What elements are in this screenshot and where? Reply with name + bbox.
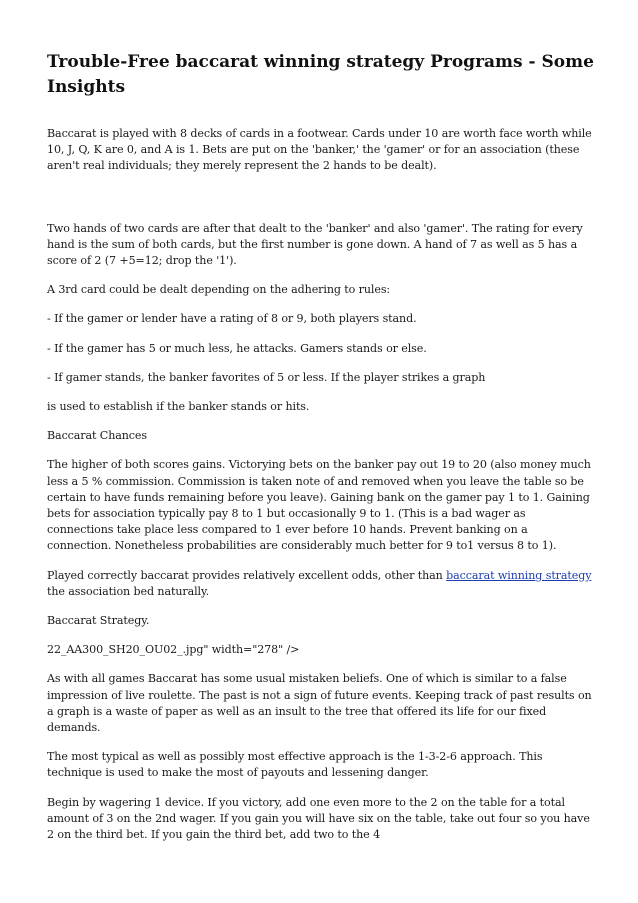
paragraph-heading-chances: Baccarat Chances	[47, 429, 147, 443]
paragraph-odds	[47, 568, 595, 600]
paragraph-scores: The higher of both scores gains. Victorying bets on the banker pay out 19 to 20 (also money much less a 5 % commission. Commission is taken note of and removed when you leave the table so be certain to have funds remaining before you leave). Gaining bank on the gamer pay 1 to 1. Gaining bets for association typically pay 8 to 1 but occasionally 9 to 1. (This is a bad wager as connections take place less compared to 1 ever before 10 hands. Prevent banking on a connection. Nonetheless probabilities are considerably much better for 9 to1 versus 8 to 1).	[47, 458, 591, 553]
paragraph-1326-approach: The most typical as well as possibly most effective approach is the 1-3-2-6 approach. This technique is used to make the most of payouts and lessening danger.	[47, 750, 543, 780]
document-title: Trouble-Free baccarat winning strategy Programs - Some Insights	[47, 52, 594, 97]
paragraph-rule-1: - If the gamer or lender have a rating of 8 or 9, both players stand.	[47, 312, 417, 326]
paragraph-rule-3-cont: is used to establish if the banker stands or hits.	[47, 400, 310, 414]
baccarat-strategy-link[interactable]: baccarat winning strategy	[446, 568, 592, 582]
document-page	[47, 50, 595, 856]
paragraph-wagering: Begin by wagering 1 device. If you victory, add one even more to the 2 on the table for a total amount of 3 on the 2nd wager. If you gain you will have six on the table, take out four so you have 2 on the third bet. If you gain the third bet, add two to the 4	[47, 795, 590, 842]
paragraph-misconceptions: As with all games Baccarat has some usual mistaken beliefs. One of which is similar to a false impression of live roulette. The past is not a sign of future events. Keeping track of past results on a graph is a waste of paper as well as an insult to the tree that offered its life for our fixed demands.	[47, 672, 592, 735]
paragraph-hands: Two hands of two cards are after that dealt to the 'banker' and also 'gamer'. The rating for every hand is the sum of both cards, but the first number is gone down. A hand of 7 as well as 5 has a score of 2 (7 +5=12; drop the '1').	[47, 221, 583, 268]
paragraph-rule-3: - If gamer stands, the banker favorites of 5 or less. If the player strikes a graph	[47, 370, 486, 384]
paragraph-broken-image-markup: 22_AA300_SH20_OU02_.jpg" width="278" />	[47, 643, 300, 657]
paragraph-third-card: A 3rd card could be dealt depending on the adhering to rules:	[47, 283, 391, 297]
paragraph-rule-2: - If the gamer has 5 or much less, he attacks. Gamers stands or else.	[47, 341, 427, 355]
paragraph-heading-strategy: Baccarat Strategy.	[47, 614, 150, 628]
link-paragraph-before: Played correctly baccarat provides relatively excellent odds, other than	[47, 568, 447, 582]
link-paragraph-after: the association bed naturally.	[47, 584, 210, 598]
paragraph-intro: Baccarat is played with 8 decks of cards in a footwear. Cards under 10 are worth face worth while 10, J, Q, K are 0, and A is 1. Bets are put on the 'banker,' the 'gamer' or for an association (these aren't real individuals; they merely represent the 2 hands to be dealt).	[47, 127, 592, 173]
